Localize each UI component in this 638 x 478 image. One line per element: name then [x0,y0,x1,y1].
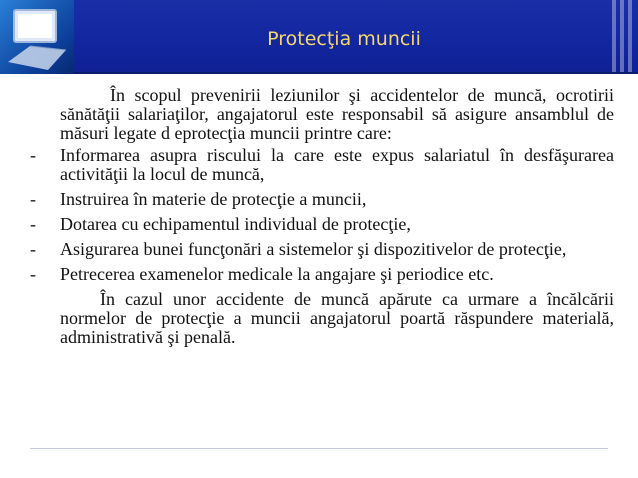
footer-divider [30,448,608,449]
slide-header [0,0,638,74]
list-item [30,265,614,284]
intro-paragraph: În scopul prevenirii leziunilor şi accidentelor de muncă, ocrotirii sănătăţii salariaţilor, angajatorul este responsabil să asigure ansamblul de măsuri legate d eprotecţia muncii printre care: [60,85,614,143]
list-item-text: Petrecerea examenelor medicale la angajare şi periodice etc. [60,264,494,284]
computer-monitor-icon [0,0,74,74]
list-item-text: Dotarea cu echipamentul individual de protecţie, [60,214,411,234]
bullet-dash: - [30,189,36,209]
bullet-dash: - [30,214,36,234]
list-item-text: Instruirea în materie de protecţie a muncii, [60,189,367,209]
bullet-dash: - [30,239,36,259]
list-item [30,240,614,259]
corner-stripes [610,0,634,74]
list-item [30,146,614,184]
list-item-text: Informarea asupra riscului la care este expus salariatul în desfăşurarea activităţii la locul de muncă, [60,145,614,184]
bullet-dash: - [30,145,36,165]
measures-list [30,146,614,284]
bullet-dash: - [30,264,36,284]
slide-content [30,86,614,347]
list-item-text: Asigurarea bunei funcţonări a sistemelor şi dispozitivelor de protecţie, [60,239,567,259]
list-item [30,190,614,209]
list-item [30,215,614,234]
slide-title: Protecţia muncii [267,28,421,50]
header-divider [74,72,638,74]
closing-paragraph: În cazul unor accidente de muncă apărute ca urmare a încălcării normelor de protecţie a muncii angajatorul poartă răspundere materială, administrativă şi penală. [60,289,614,347]
